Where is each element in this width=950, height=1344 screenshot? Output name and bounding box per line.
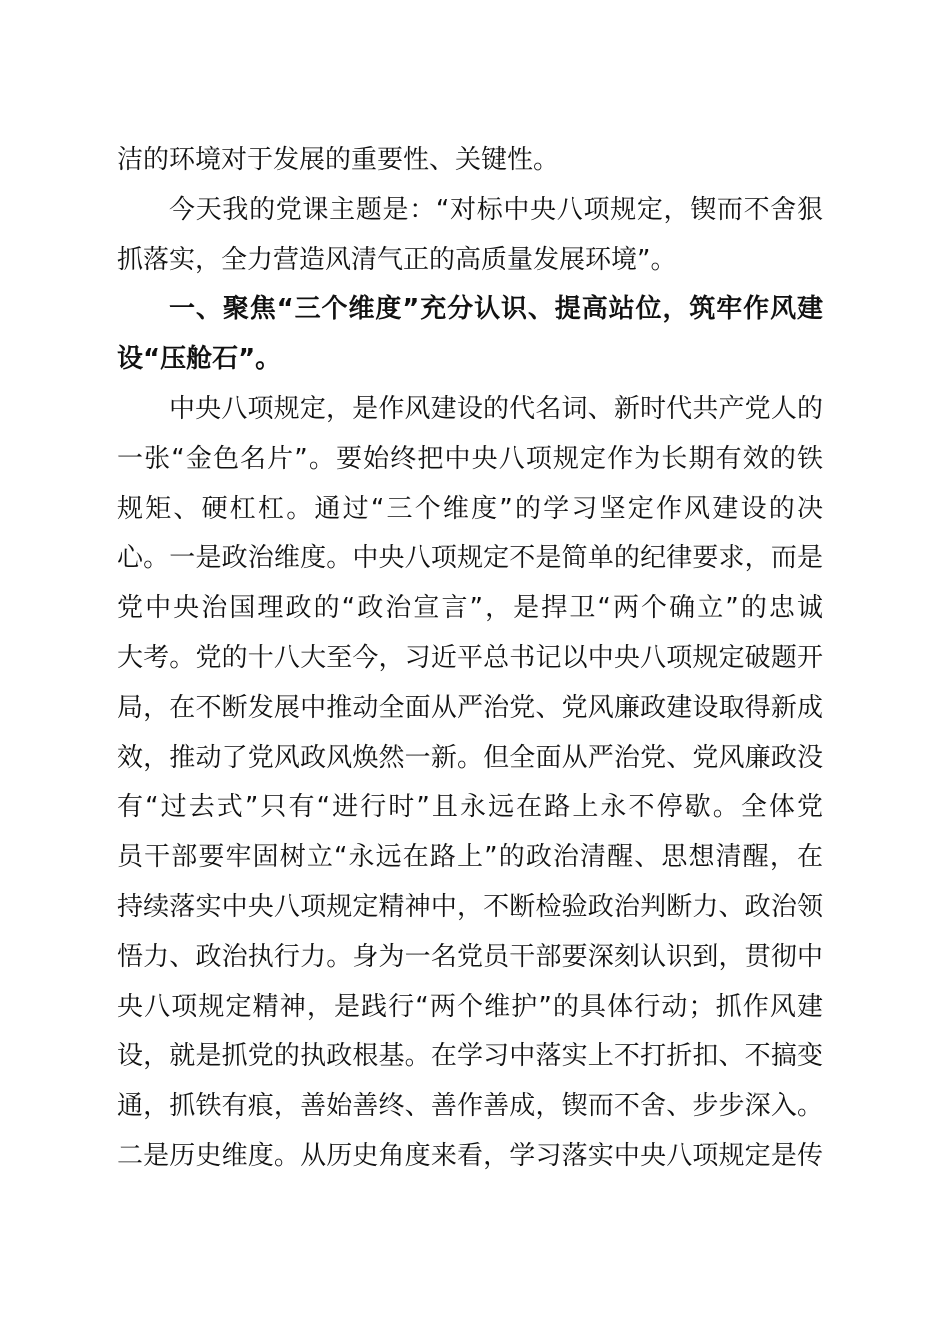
text-line: 今天我的党课主题是：“对标中央八项规定，锲而不舍狠 [169, 194, 823, 225]
text-line: 央八项规定精神，是践行“两个维护”的具体行动；抓作风建 [117, 991, 823, 1022]
text-line: 通，抓铁有痕，善始善终、善作善成，锲而不舍、步步深入。 [117, 1091, 823, 1122]
text-line: 二是历史维度。从历史角度来看，学习落实中央八项规定是传 [117, 1140, 823, 1171]
text-line: 心。一是政治维度。中央八项规定不是简单的纪律要求，而是 [117, 543, 823, 574]
text-line: 洁的环境对于发展的重要性、关键性。 [117, 145, 560, 175]
section-heading-line: 一、聚焦“三个维度”充分认识、提高站位，筑牢作风建 [169, 294, 823, 325]
text-line: 规矩、硬杠杠。通过“三个维度”的学习坚定作风建设的决 [117, 493, 823, 524]
section-heading-line: 设“压舱石”。 [117, 344, 282, 375]
text-line: 设，就是抓党的执政根基。在学习中落实上不打折扣、不搞变 [117, 1041, 823, 1072]
text-line: 局，在不断发展中推动全面从严治党、党风廉政建设取得新成 [117, 692, 823, 723]
text-line: 中央八项规定，是作风建设的代名词、新时代共产党人的 [169, 393, 823, 424]
text-line: 抓落实，全力营造风清气正的高质量发展环境”。 [117, 244, 677, 275]
text-line: 悟力、政治执行力。身为一名党员干部要深刻认识到，贯彻中 [117, 941, 823, 972]
text-line: 党中央治国理政的“政治宣言”，是捍卫“两个确立”的忠诚 [117, 593, 823, 624]
text-line: 一张“金色名片”。要始终把中央八项规定作为长期有效的铁 [117, 443, 823, 474]
text-line: 有“过去式”只有“进行时”且永远在路上永不停歇。全体党 [117, 792, 823, 823]
text-line: 员干部要牢固树立“永远在路上”的政治清醒、思想清醒，在 [117, 842, 823, 873]
text-line: 效，推动了党风政风焕然一新。但全面从严治党、党风廉政没 [117, 742, 823, 773]
text-line: 大考。党的十八大至今，习近平总书记以中央八项规定破题开 [117, 642, 823, 673]
document-page [117, 136, 823, 1182]
text-line: 持续落实中央八项规定精神中，不断检验政治判断力、政治领 [117, 891, 823, 922]
